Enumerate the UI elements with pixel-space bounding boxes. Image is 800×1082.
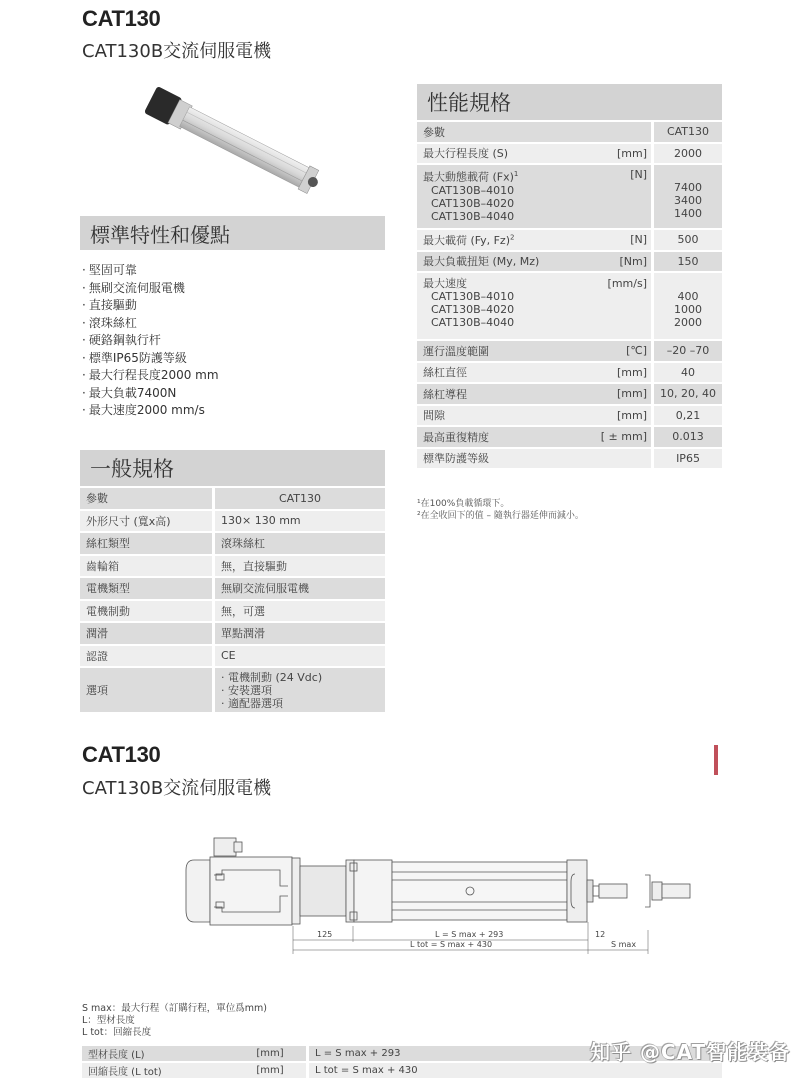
param-header: 參數 (417, 122, 580, 142)
table-row-max-speed (417, 273, 722, 339)
row-label: 最高重復精度 (417, 427, 580, 447)
legend-item: L tot：回縮長度 (82, 1027, 152, 1038)
row-label: 回縮長度 (L tot) (82, 1063, 234, 1078)
row-values (651, 273, 722, 339)
row-unit: [N] (580, 165, 651, 228)
options-values: · 電機制動 (24 Vdc) · 安裝選項 · 適配器選項 (212, 668, 385, 712)
table-row-dynamic-load (417, 165, 722, 228)
option-item: 電機制動 (24 Vdc) (228, 670, 323, 684)
row-label (417, 273, 580, 339)
row-label: 型材長度 (L) (82, 1046, 234, 1061)
row-label: 絲杠導程 (417, 384, 580, 404)
table-row (80, 578, 385, 599)
row-unit: [mm] (580, 363, 651, 383)
table-row (417, 384, 722, 404)
model-header: CAT130 (651, 122, 722, 142)
table-row (80, 556, 385, 577)
variant-value: 400 (677, 290, 699, 303)
variant-value: 7400 (674, 181, 702, 194)
row-unit: [ ± mm] (580, 427, 651, 447)
footnotes (417, 498, 584, 522)
features-heading: 標準特性和優點 (80, 216, 385, 250)
row-label: 認證 (80, 646, 212, 667)
row-unit: [mm] (580, 144, 651, 164)
row-value: 無，直接驅動 (212, 556, 385, 577)
table-row-options (80, 668, 385, 712)
row-unit: [mm/s] (580, 273, 651, 339)
table-row (417, 406, 722, 426)
general-specs-heading: 一般規格 (80, 450, 385, 486)
table-row (417, 341, 722, 361)
label-text: 最大動態載荷 (Fx) (423, 170, 514, 184)
drawing-model-title: CAT130 (82, 742, 161, 767)
label-text: 最大載荷 (Fy, Fz) (423, 233, 511, 247)
general-specs-table (80, 486, 385, 714)
table-row (417, 427, 722, 447)
row-value: IP65 (651, 449, 722, 469)
watermark: 知乎 @CAT智能裝备 (590, 1040, 791, 1064)
variant-value: 1400 (674, 207, 702, 220)
feature-item: · 最大行程長度2000 mm (82, 367, 219, 385)
row-unit: [N] (580, 230, 651, 250)
dim-125: 125 (317, 930, 333, 939)
row-value: 0,21 (651, 406, 722, 426)
variant-name: CAT130B–4020 (431, 196, 515, 210)
feature-item: · 無刷交流伺服電機 (82, 280, 219, 298)
feature-item: · 標準IP65防護等級 (82, 350, 219, 368)
performance-specs-heading: 性能規格 (417, 84, 722, 120)
feature-item: · 硬鉻鋼執行杆 (82, 332, 219, 350)
row-label: 最大負載扭矩 (My, Mz) (417, 252, 580, 272)
row-label (417, 165, 580, 228)
row-values (651, 165, 722, 228)
legend-item: L：型材長度 (82, 1015, 135, 1026)
table-row (80, 511, 385, 532)
dimension-legend (82, 1003, 267, 1039)
row-value: 滾珠絲杠 (212, 533, 385, 554)
feature-item: · 最大負載7400N (82, 385, 219, 403)
footnote: ²在全收回下的值 – 隨執行器延伸而減小。 (417, 511, 584, 521)
variant-name: CAT130B–4040 (431, 316, 515, 329)
row-value: 10, 20, 40 (651, 384, 722, 404)
variant-value: 1000 (674, 303, 702, 316)
row-value: 2000 (651, 144, 722, 164)
table-row (417, 230, 722, 250)
table-row (80, 533, 385, 554)
dim-Ltot: L tot = S max + 430 (410, 940, 493, 949)
row-label: 電機制動 (80, 601, 212, 622)
feature-item: · 直接驅動 (82, 297, 219, 315)
footnote-ref: 2 (510, 233, 515, 242)
row-value: 500 (651, 230, 722, 250)
row-value: –20 –70 (651, 341, 722, 361)
row-value: 40 (651, 363, 722, 383)
row-unit: [mm] (580, 384, 651, 404)
legend-item: S max：最大行程（訂購行程，單位爲mm) (82, 1003, 267, 1014)
row-value: 單點潤滑 (212, 623, 385, 644)
row-unit: [mm] (580, 406, 651, 426)
row-unit: [mm] (234, 1063, 306, 1078)
row-formula: L tot = S max + 430 (306, 1063, 722, 1078)
row-unit: [mm] (234, 1046, 306, 1061)
table-row (417, 144, 722, 164)
row-value: CE (212, 646, 385, 667)
dim-smax: S max (611, 940, 637, 949)
variant-name: CAT130B–4010 (431, 290, 515, 303)
row-label: 最大行程長度 (S) (417, 144, 580, 164)
table-row (80, 623, 385, 644)
option-item: 安裝選項 (228, 683, 272, 697)
table-row (417, 252, 722, 272)
row-value: 130× 130 mm (212, 511, 385, 532)
row-label: 選項 (80, 668, 212, 712)
variant-name: CAT130B–4040 (431, 209, 515, 223)
table-header-row (417, 122, 722, 142)
variant-name: CAT130B–4010 (431, 183, 515, 197)
footnote-ref: 1 (513, 170, 519, 178)
feature-item: · 堅固可靠 (82, 262, 219, 280)
row-label: 運行溫度範圍 (417, 341, 580, 361)
row-label: 標準防護等級 (417, 449, 580, 469)
row-unit (580, 449, 651, 469)
dim-L: L = S max + 293 (435, 930, 504, 939)
row-label: 絲杠類型 (80, 533, 212, 554)
table-row (82, 1063, 722, 1078)
feature-item: · 滾珠絲杠 (82, 315, 219, 333)
table-row (80, 601, 385, 622)
model-subtitle: CAT130B交流伺服電機 (82, 41, 272, 62)
model-header: CAT130 (212, 488, 385, 509)
label-text: 最大速度 (423, 277, 467, 290)
footnote: ¹在100%負載循環下。 (417, 499, 510, 509)
row-value: 無刷交流伺服電機 (212, 578, 385, 599)
row-formula: L = S max + 293 (306, 1046, 722, 1061)
row-label: 外形尺寸 (寬x高) (80, 511, 212, 532)
variant-name: CAT130B–4020 (431, 303, 515, 316)
row-label (417, 230, 580, 250)
performance-specs-table (417, 120, 722, 470)
row-label: 電機類型 (80, 578, 212, 599)
variant-value: 2000 (674, 316, 702, 329)
dim-12: 12 (595, 930, 606, 939)
feature-item: · 最大速度2000 mm/s (82, 402, 219, 420)
technical-drawing (170, 830, 700, 960)
row-label: 潤滑 (80, 623, 212, 644)
accent-bar (714, 745, 718, 775)
table-row (417, 363, 722, 383)
product-image (130, 80, 330, 205)
row-unit: [℃] (580, 341, 651, 361)
table-header-row (80, 488, 385, 509)
row-label: 齒輪箱 (80, 556, 212, 577)
row-value: 無，可選 (212, 601, 385, 622)
drawing-model-subtitle: CAT130B交流伺服電機 (82, 778, 272, 799)
param-header: 參數 (80, 488, 212, 509)
table-row (80, 646, 385, 667)
table-row (417, 449, 722, 469)
variant-value: 3400 (674, 194, 702, 207)
row-unit: [Nm] (580, 252, 651, 272)
model-title: CAT130 (82, 6, 161, 31)
features-list (82, 262, 219, 420)
row-label: 絲杠直徑 (417, 363, 580, 383)
option-item: 適配器選項 (228, 696, 283, 710)
row-value: 150 (651, 252, 722, 272)
row-value: 0.013 (651, 427, 722, 447)
row-label: 間隙 (417, 406, 580, 426)
